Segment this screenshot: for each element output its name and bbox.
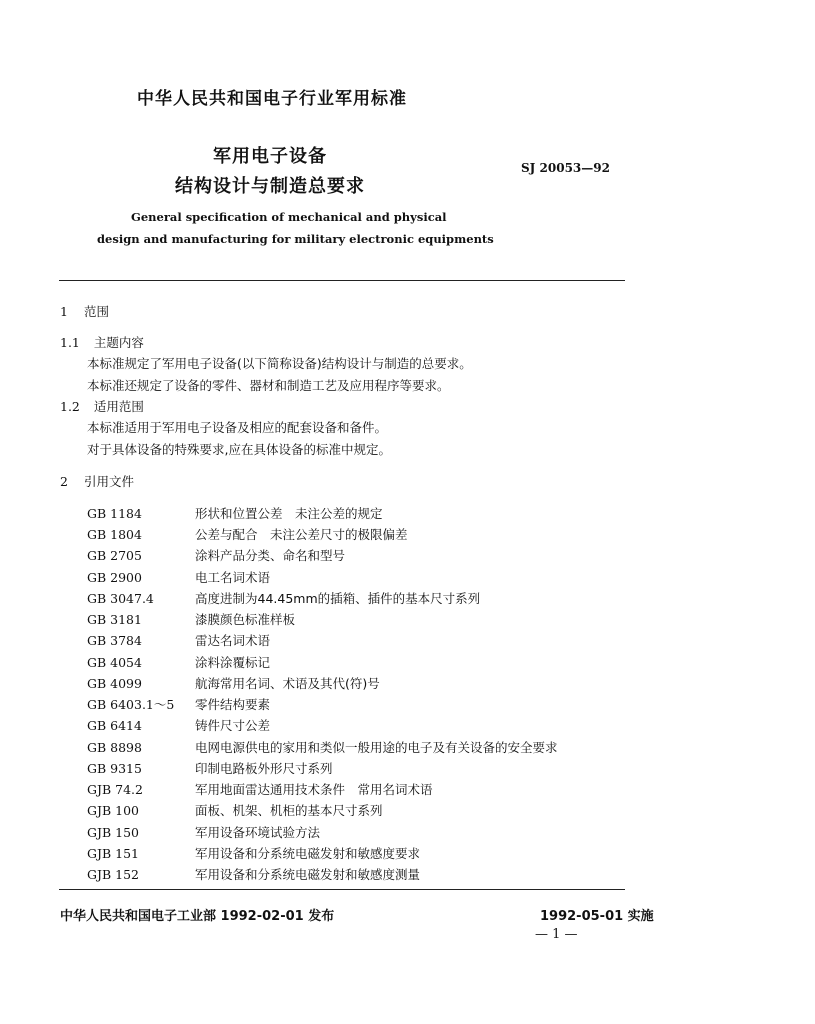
reference-title: 涂料涂覆标记 xyxy=(195,655,271,670)
section-1-1-heading xyxy=(60,333,144,351)
reference-title: 铸件尺寸公差 xyxy=(195,718,271,733)
reference-title: 电网电源供电的家用和类似一般用途的电子及有关设备的安全要求 xyxy=(195,740,558,755)
issuing-organization-header: 中华人民共和国电子行业军用标准 xyxy=(137,89,407,109)
section-1-heading xyxy=(60,302,109,320)
footer-divider xyxy=(59,889,625,890)
document-title-line-1: 军用电子设备 xyxy=(213,146,327,167)
reference-row xyxy=(87,759,333,777)
reference-code: GB 1804 xyxy=(87,527,142,542)
reference-code: GJB 151 xyxy=(87,846,140,861)
reference-title: 形状和位置公差 未注公差的规定 xyxy=(195,506,383,521)
reference-title: 印制电路板外形尺寸系列 xyxy=(195,761,333,776)
reference-title: 漆膜颜色标准样板 xyxy=(195,612,296,627)
reference-title: 雷达名词术语 xyxy=(195,633,271,648)
section-1-2-paragraph-1: 本标准适用于军用电子设备及相应的配套设备和备件。 xyxy=(87,420,388,435)
reference-title: 军用设备和分系统电磁发射和敏感度要求 xyxy=(195,846,421,861)
document-title-line-2: 结构设计与制造总要求 xyxy=(175,176,365,197)
reference-title: 高度进制为44.45mm的插箱、插件的基本尺寸系列 xyxy=(195,591,481,606)
section-title: 范围 xyxy=(83,304,109,319)
reference-code: GJB 74.2 xyxy=(87,782,143,797)
reference-row xyxy=(87,674,380,692)
reference-row xyxy=(87,695,270,713)
reference-row xyxy=(87,780,433,798)
reference-code: GB 2900 xyxy=(87,570,142,585)
reference-row xyxy=(87,504,383,522)
reference-row xyxy=(87,738,558,756)
section-title: 引用文件 xyxy=(83,474,134,489)
english-title-line-1: General specification of mechanical and physical xyxy=(131,210,447,224)
reference-code: GB 4054 xyxy=(87,655,142,670)
reference-row xyxy=(87,610,295,628)
reference-row xyxy=(87,631,270,649)
reference-code: GB 9315 xyxy=(87,761,142,776)
reference-row xyxy=(87,546,345,564)
reference-title: 军用设备和分系统电磁发射和敏感度测量 xyxy=(195,867,421,882)
reference-row xyxy=(87,716,270,734)
reference-code: GB 1184 xyxy=(87,506,142,521)
reference-row xyxy=(87,568,270,586)
reference-code: GJB 100 xyxy=(87,803,140,818)
reference-code: GB 2705 xyxy=(87,548,142,563)
reference-row xyxy=(87,865,420,883)
section-title: 主题内容 xyxy=(93,335,144,350)
reference-code: GB 3784 xyxy=(87,633,142,648)
reference-row xyxy=(87,653,270,671)
reference-row xyxy=(87,823,320,841)
reference-title: 电工名词术语 xyxy=(195,570,271,585)
effective-date: 1992-05-01 实施 xyxy=(540,909,654,924)
section-1-2-heading xyxy=(60,397,144,415)
reference-title: 军用设备环境试验方法 xyxy=(195,825,321,840)
reference-code: GJB 152 xyxy=(87,867,140,882)
reference-title: 公差与配合 未注公差尺寸的极限偏差 xyxy=(195,527,408,542)
page-number: — 1 — xyxy=(535,927,578,942)
section-2-heading xyxy=(60,472,134,490)
reference-code: GB 6403.1～5 xyxy=(87,697,175,712)
section-title: 适用范围 xyxy=(93,399,144,414)
issue-date: 中华人民共和国电子工业部 1992-02-01 发布 xyxy=(60,909,335,924)
section-number: 1 xyxy=(60,304,68,319)
reference-code: GB 6414 xyxy=(87,718,142,733)
reference-code: GB 4099 xyxy=(87,676,142,691)
reference-code: GJB 150 xyxy=(87,825,140,840)
section-1-1-paragraph-2: 本标准还规定了设备的零件、器材和制造工艺及应用程序等要求。 xyxy=(87,378,450,393)
english-title-line-2: design and manufacturing for military electronic equipments xyxy=(97,232,494,246)
reference-title: 军用地面雷达通用技术条件 常用名词术语 xyxy=(195,782,433,797)
section-number: 2 xyxy=(60,474,68,489)
reference-title: 面板、机架、机柜的基本尺寸系列 xyxy=(195,803,383,818)
reference-title: 航海常用名词、术语及其代(符)号 xyxy=(195,676,380,691)
reference-title: 零件结构要素 xyxy=(195,697,271,712)
reference-row xyxy=(87,844,420,862)
section-number: 1.1 xyxy=(60,335,80,350)
header-divider xyxy=(59,280,625,281)
standard-code: SJ 20053—92 xyxy=(521,161,610,175)
reference-row xyxy=(87,801,383,819)
section-number: 1.2 xyxy=(60,399,80,414)
reference-code: GB 3181 xyxy=(87,612,142,627)
section-1-1-paragraph-1: 本标准规定了军用电子设备(以下简称设备)结构设计与制造的总要求。 xyxy=(87,356,472,371)
reference-code: GB 3047.4 xyxy=(87,591,154,606)
reference-row xyxy=(87,589,480,607)
reference-title: 涂料产品分类、命名和型号 xyxy=(195,548,346,563)
section-1-2-paragraph-2: 对于具体设备的特殊要求,应在具体设备的标准中规定。 xyxy=(87,442,391,457)
reference-code: GB 8898 xyxy=(87,740,142,755)
reference-row xyxy=(87,525,408,543)
